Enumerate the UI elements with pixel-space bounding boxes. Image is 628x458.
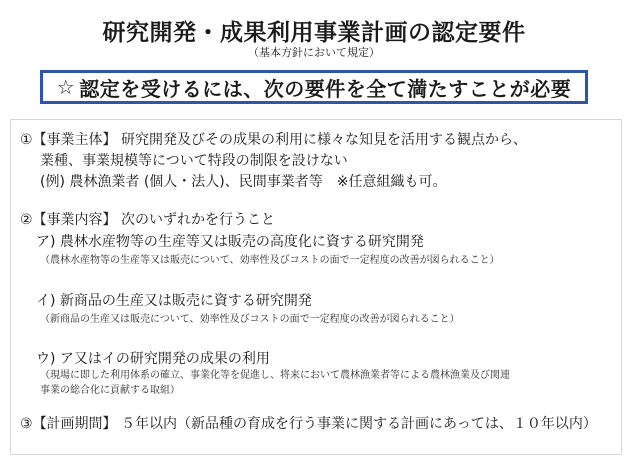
star-icon: ☆	[56, 75, 76, 99]
subitem-b	[36, 292, 312, 310]
item-3-heading: 【計画期間】	[32, 416, 117, 432]
subitem-a	[36, 233, 424, 251]
item-2-intro: 次のいずれかを行うこと	[121, 212, 276, 228]
item-1-line-3: (例) 農林漁業者 (個人・法人)、民間事業者等 ※任意組織も可。	[40, 174, 447, 190]
requirement-banner	[40, 70, 588, 104]
banner-text: 認定を受けるには、次の要件を全て満たすことが必要	[79, 76, 572, 101]
subitem-c-text: ア又はイの研究開発の成果の利用	[59, 351, 270, 367]
item-1-heading: 【事業主体】	[32, 132, 117, 148]
item-3-text: ５年以内（新品種の育成を行う事業に関する計画にあっては、１０年以内）	[121, 416, 597, 432]
subitem-c	[36, 350, 270, 368]
subitem-a-text: 農林水産物等の生産等又は販売の高度化に資する研究開発	[59, 234, 424, 250]
item-2-first-line	[20, 211, 275, 229]
page-title: 研究開発・成果利用事業計画の認定要件	[102, 20, 526, 46]
item-1-first-line	[20, 131, 527, 149]
subitem-b-label: イ)	[36, 293, 56, 309]
item-1-line-2: 業種、事業規模等について特段の制限を設けない	[40, 153, 348, 169]
subitem-c-label: ウ)	[36, 351, 56, 367]
subitem-a-note: （農林水産物等の生産等又は販売について、効率性及びコストの面で一定程度の改善が図られること）	[40, 255, 500, 266]
item-3-line	[20, 415, 597, 433]
page-subtitle: （基本方針において規定）	[248, 46, 380, 59]
item-1-line-1: 研究開発及びその成果の利用に様々な知見を活用する観点から、	[121, 132, 528, 148]
item-2-heading: 【事業内容】	[32, 212, 117, 228]
item-1-number: ①	[20, 132, 33, 148]
item-3-number: ③	[20, 416, 33, 432]
subitem-c-note-2: 事業の総合化に貢献する取組）	[40, 385, 180, 396]
subitem-b-text: 新商品の生産又は販売に資する研究開発	[59, 293, 312, 309]
item-2-number: ②	[20, 212, 33, 228]
subitem-b-note: （新商品の生産又は販売について、効率性及びコストの面で一定程度の改善が図られること）	[40, 314, 460, 325]
subitem-a-label: ア)	[36, 234, 56, 250]
subitem-c-note-1: （現場に即した利用体系の確立、事業化等を促進し、将来において農林漁業者等による農林漁業及び関連	[40, 370, 510, 381]
